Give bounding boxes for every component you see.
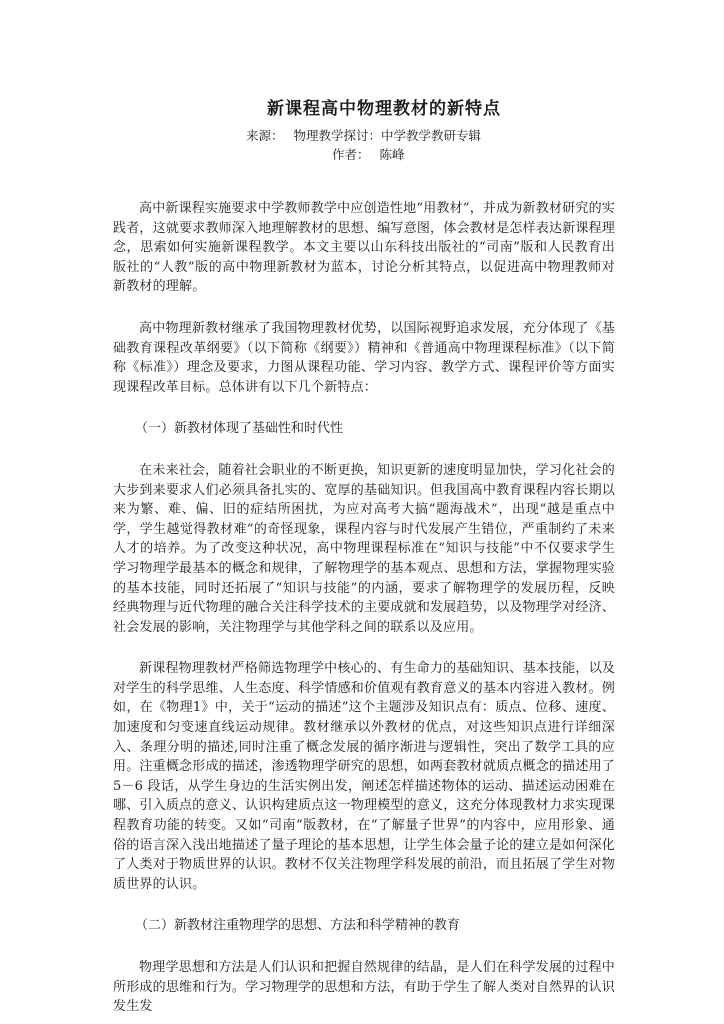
paragraph-section1-a: 在未来社会，随着社会职业的不断更换，知识更新的速度明显加快，学习化社会的大步到来要求人们必须具备扎实的、宽厚的基础知识。但我国高中教育课程内容长期以来为繁、难、偏、旧的症结所困扰，为应对高考大搞“题海战术”，出现“越是重点中学，学生越觉得教材难”的奇怪现象，课程内容与时代发展产生错位，严重制约了未来人才的培养。为了改变这种状况，高中物理课程标准在“知识与技能”中不仅要求学生学习物理学最基本的概念和规律，了解物理学的基本观点、思想和方法，掌握物理实验的基本技能，同时还拓展了“知识与技能”的内涵，要求了解物理学的发展历程，反映经典物理与近代物理的融合关注科学技术的主要成就和发展趋势，以及物理学对经济、社会发展的影响，关注物理学与其他学科之间的联系以及应用。: [113, 462, 615, 635]
paragraph-section1-b: 新课程物理教材严格筛选物理学中核心的、有生命力的基础知识、基本技能，以及对学生的科学思维、人生态度、科学情感和价值观有教育意义的基本内容进入教材。例如，在《物理1》中，关于“运动的描述”这个主题涉及知识点有：质点、位移、速度、加速度和匀变速直线运动规律。教材继承以外教材的优点，对这些知识点进行详细深入、条理分明的描述,同时注重了概念发展的循序渐进与逻辑性，突出了数学工具的应用。注重概念形成的描述，渗透物理学研究的思想，如两套教材就质点概念的描述用了 5－6 段话，从学生身边的生活实例出发，阐述怎样描述物体的运动、描述运动困难在哪、引入质点的意义、认识构建质点这一物理模型的意义，这充分体现教材力求实现课程教育功能的转变。又如“司南”版教材，在“了解量子世界”的内容中，应用形象、通俗的语言深入浅出地描述了量子理论的基本思想，让学生体会量子论的建立是如何深化了人类对于物质世界的认识。教材不仅关注物理学科发展的前沿，而且拓展了学生对物质世界的认识。: [113, 661, 615, 892]
section-heading-1: （一）新教材体现了基础性和时代性: [135, 421, 344, 437]
author-label: 作者：: [332, 147, 370, 162]
paragraph-overview: 高中物理新教材继承了我国物理教材优势，以国际视野追求发展，充分体现了《基础教育课程改革纲要》（以下简称《纲要》）精神和《普通高中物理课程标准》（以下简称《标准》）理念及要求，力图从课程功能、学习内容、教学方式、课程评价等方面实现课程改革目标。总体讲有以下几个新特点：: [113, 320, 615, 395]
spacer: [113, 164, 615, 199]
source-value: 物理教学探讨：中学教学教研专辑: [293, 128, 482, 143]
spacer: [113, 297, 615, 319]
paragraph-intro: 高中新课程实施要求中学教师教学中应创造性地“用教材”，并成为新教材研究的实践者，这就要求教师深入地理解教材的思想、编写意图，体会教材是怎样表达新课程理念，思索如何实施新课程教学。本文主要以山东科技出版社的“司南”版和人民教育出版社的“人教”版的高中物理新教材为蓝本，讨论分析其特点，以促进高中物理教师对新教材的理解。: [113, 201, 615, 295]
author-line: [113, 145, 615, 164]
spacer: [113, 397, 615, 419]
spacer: [113, 936, 615, 958]
section-heading-2: （二）新教材注重物理学的思想、方法和科学精神的教育: [135, 918, 461, 934]
document-page: [113, 96, 615, 1017]
spacer: [113, 894, 615, 916]
spacer: [113, 439, 615, 461]
author-value: 陈峰: [379, 147, 405, 162]
source-label: 来源：: [246, 128, 284, 143]
paragraph-section2: 物理学思想和方法是人们认识和把握自然规律的结晶，是人们在科学发展的过程中所形成的思维和行为。学习物理学的思想和方法，有助于学生了解人类对自然界的认识发生发: [113, 960, 615, 1015]
page-title: 新课程高中物理教材的新特点: [267, 99, 501, 119]
spacer: [113, 637, 615, 659]
source-line: [113, 126, 615, 145]
